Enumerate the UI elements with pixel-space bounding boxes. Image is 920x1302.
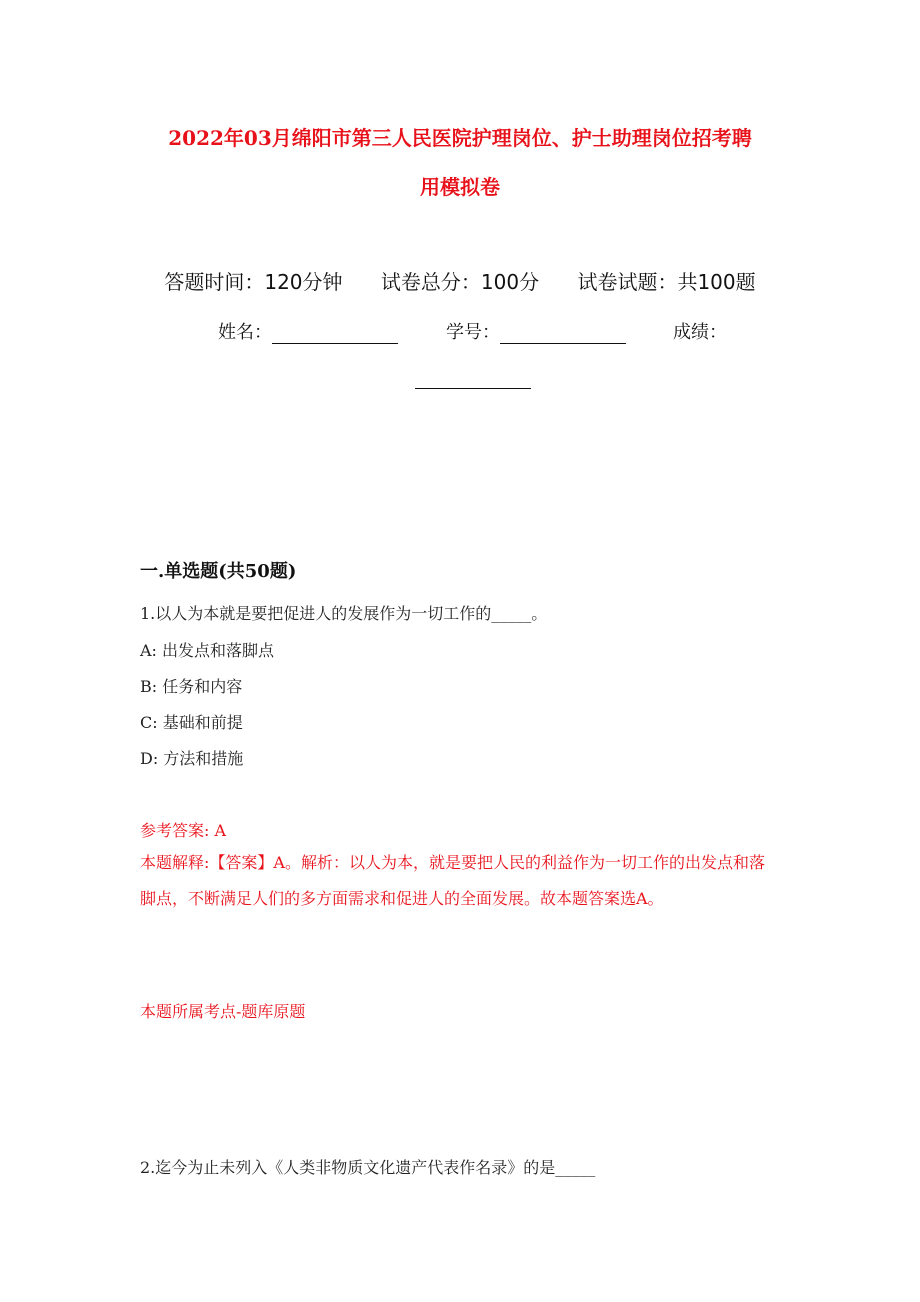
question-1-option-d: D: 方法和措施 <box>140 749 244 768</box>
student-id-label: 学号： <box>446 322 500 343</box>
exam-time: 答题时间：120分钟 <box>164 270 343 294</box>
grade-label: 成绩： <box>673 322 727 343</box>
student-id-blank <box>500 325 626 344</box>
exam-meta-row <box>0 266 920 295</box>
question-1-option-b: B: 任务和内容 <box>140 677 243 696</box>
grade-blank <box>415 370 531 389</box>
exam-title-line-1: 2022年03月绵阳市第三人民医院护理岗位、护士助理岗位招考聘 <box>168 126 752 150</box>
student-id-field <box>446 318 626 344</box>
question-1-source: 本题所属考点-题库原题 <box>140 1002 306 1021</box>
question-1-answer: 参考答案: A <box>140 821 227 840</box>
question-2-stem: 2.迄今为止未列入《人类非物质文化遗产代表作名录》的是_____ <box>140 1158 596 1177</box>
name-blank <box>272 325 398 344</box>
exam-title-line-2: 用模拟卷 <box>420 175 500 199</box>
question-1-stem: 1.以人为本就是要把促进人的发展作为一切工作的_____。 <box>140 604 548 623</box>
exam-total-score: 试卷总分：100分 <box>380 270 540 294</box>
exam-question-count: 试卷试题：共100题 <box>577 270 756 294</box>
grade-field <box>673 318 727 344</box>
section-heading: 一.单选题(共50题) <box>140 561 297 582</box>
question-1-explanation: 本题解释:【答案】A。解析：以人为本，就是要把人民的利益作为一切工作的出发点和落脚点，不断满足人们的多方面需求和促进人的全面发展。故本题答案选A。 <box>140 853 765 908</box>
question-1-option-c: C: 基础和前提 <box>140 713 243 732</box>
question-1-option-a: A: 出发点和落脚点 <box>140 641 275 660</box>
name-label: 姓名： <box>218 322 272 343</box>
name-field <box>218 318 398 344</box>
grade-blank-line <box>415 368 531 389</box>
